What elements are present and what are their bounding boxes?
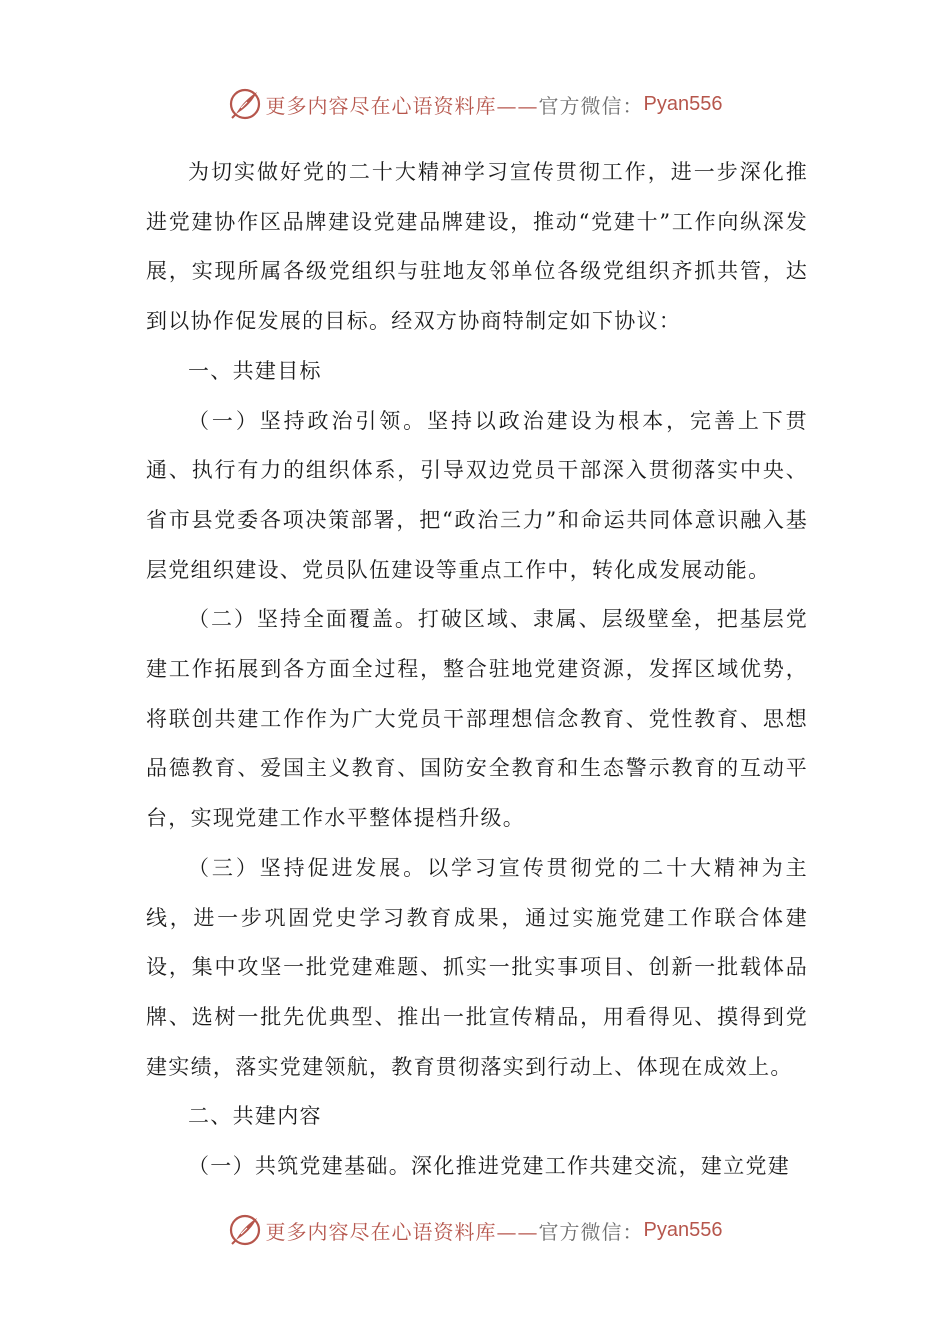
quill-logo-icon xyxy=(228,1213,262,1247)
banner-wechat-label: 官方微信： xyxy=(538,93,644,118)
header-banner xyxy=(0,84,950,124)
banner-wechat-id: Pyan556 xyxy=(643,92,723,115)
document-body xyxy=(146,148,808,1192)
quill-logo-icon xyxy=(228,87,262,121)
section-heading-content: 二、共建内容 xyxy=(188,1104,322,1129)
banner-promo-text: 更多内容尽在心语资料库—— xyxy=(265,93,539,118)
paragraph-intro: 为切实做好党的二十大精神学习宣传贯彻工作，进一步深化推进党建协作区品牌建设党建品牌建设，推动“党建十”工作向纵深发展，实现所属各级党组织与驻地友邻单位各级党组织齐抓共管，达到以协作促发展的目标。经双方协商特制定如下协议： xyxy=(146,160,808,334)
banner-wechat-id: Pyan556 xyxy=(643,1218,723,1241)
section-heading-goals: 一、共建目标 xyxy=(188,358,322,383)
paragraph-goal-1: （一）坚持政治引领。坚持以政治建设为根本，完善上下贯通、执行有力的组织体系，引导双边党员干部深入贯彻落实中央、省市县党委各项决策部署，把“政治三力”和命运共同体意识融入基层党组织建设、党员队伍建设等重点工作中，转化成发展动能。 xyxy=(146,408,808,582)
banner-promo-text: 更多内容尽在心语资料库—— xyxy=(265,1219,539,1244)
footer-banner xyxy=(0,1210,950,1250)
paragraph-content-1: （一）共筑党建基础。深化推进党建工作共建交流，建立党建 xyxy=(188,1154,791,1179)
banner-wechat-label: 官方微信： xyxy=(538,1219,644,1244)
paragraph-goal-2: （二）坚持全面覆盖。打破区域、隶属、层级壁垒，把基层党建工作拓展到各方面全过程，整合驻地党建资源，发挥区域优势，将联创共建工作作为广大党员干部理想信念教育、党性教育、思想品德教育、爱国主义教育、国防安全教育和生态警示教育的互动平台，实现党建工作水平整体提档升级。 xyxy=(146,607,808,831)
paragraph-goal-3: （三）坚持促进发展。以学习宣传贯彻党的二十大精神为主线，进一步巩固党史学习教育成果，通过实施党建工作联合体建设，集中攻坚一批党建难题、抓实一批实事项目、创新一批载体品牌、选树一批先优典型、推出一批宣传精品，用看得见、摸得到党建实绩，落实党建领航，教育贯彻落实到行动上、体现在成效上。 xyxy=(146,855,808,1079)
